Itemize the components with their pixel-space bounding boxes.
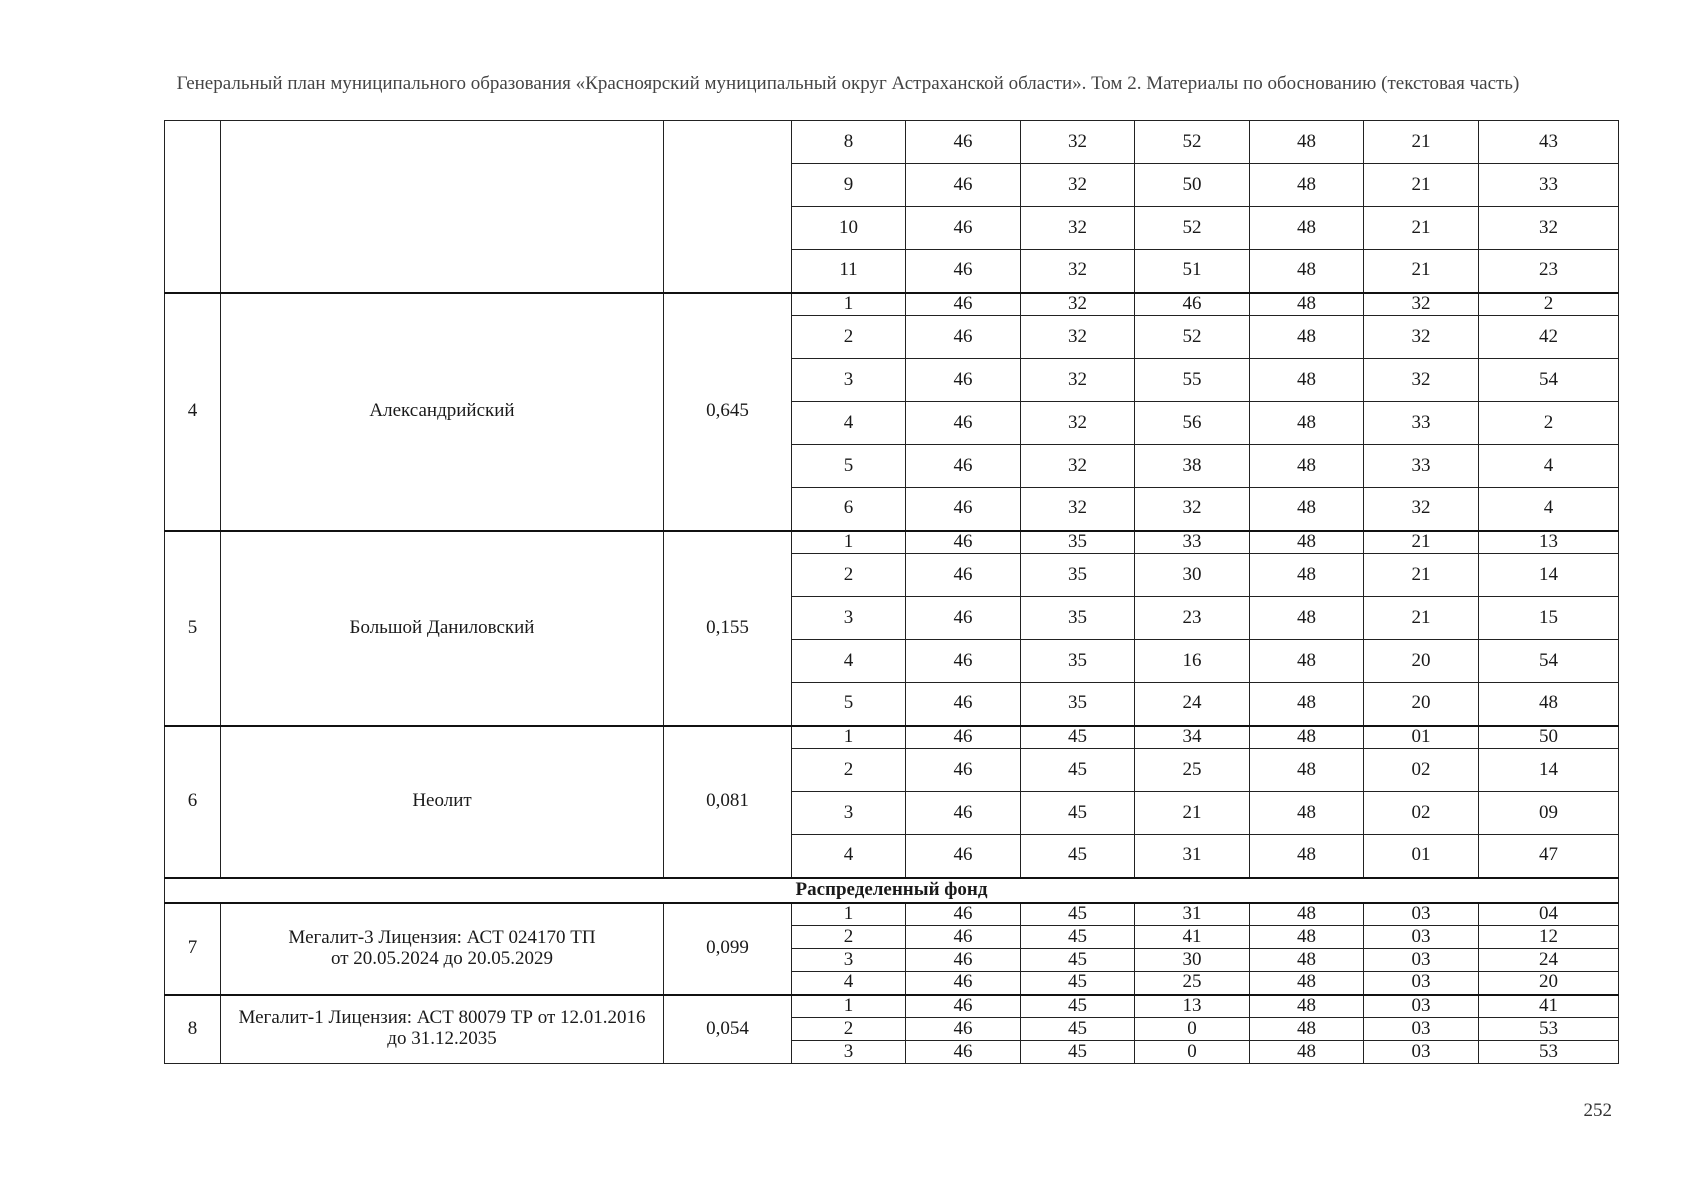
coord-cell: 50 bbox=[1479, 726, 1619, 749]
coord-cell: 48 bbox=[1250, 164, 1364, 207]
coord-cell: 8 bbox=[792, 121, 906, 164]
coord-cell: 21 bbox=[1364, 531, 1479, 554]
coord-cell: 48 bbox=[1250, 835, 1364, 878]
coord-cell: 3 bbox=[792, 597, 906, 640]
coord-cell: 46 bbox=[906, 293, 1021, 316]
table-row bbox=[165, 121, 1619, 164]
site-area: 0,081 bbox=[664, 726, 792, 878]
coord-cell: 03 bbox=[1364, 1018, 1479, 1041]
coord-cell: 46 bbox=[906, 640, 1021, 683]
coord-cell: 02 bbox=[1364, 749, 1479, 792]
coord-cell: 21 bbox=[1364, 597, 1479, 640]
coord-cell: 47 bbox=[1479, 835, 1619, 878]
coord-cell: 3 bbox=[792, 1041, 906, 1064]
coord-cell: 50 bbox=[1135, 164, 1250, 207]
coord-cell: 48 bbox=[1250, 554, 1364, 597]
coord-cell: 48 bbox=[1250, 316, 1364, 359]
coord-cell: 33 bbox=[1135, 531, 1250, 554]
coord-cell: 53 bbox=[1479, 1041, 1619, 1064]
site-name: Неолит bbox=[221, 726, 664, 878]
coord-cell: 23 bbox=[1479, 250, 1619, 293]
site-name bbox=[221, 903, 664, 995]
coord-cell: 35 bbox=[1021, 683, 1135, 726]
coord-cell: 20 bbox=[1479, 972, 1619, 995]
coord-cell: 32 bbox=[1021, 359, 1135, 402]
site-area: 0,099 bbox=[664, 903, 792, 995]
coord-cell: 3 bbox=[792, 792, 906, 835]
coord-cell: 48 bbox=[1250, 121, 1364, 164]
coord-cell: 46 bbox=[906, 683, 1021, 726]
site-name-line2: до 31.12.2035 bbox=[387, 1028, 497, 1050]
coord-cell: 51 bbox=[1135, 250, 1250, 293]
coord-cell: 48 bbox=[1479, 683, 1619, 726]
coord-cell: 4 bbox=[792, 640, 906, 683]
coord-cell: 24 bbox=[1479, 949, 1619, 972]
coord-cell: 2 bbox=[792, 1018, 906, 1041]
coord-cell: 52 bbox=[1135, 316, 1250, 359]
coord-cell: 6 bbox=[792, 488, 906, 531]
coord-cell: 46 bbox=[906, 903, 1021, 926]
coord-cell: 33 bbox=[1364, 402, 1479, 445]
coord-cell: 5 bbox=[792, 683, 906, 726]
coord-cell: 21 bbox=[1364, 250, 1479, 293]
table-row bbox=[165, 903, 1619, 926]
coord-cell: 16 bbox=[1135, 640, 1250, 683]
coord-cell: 45 bbox=[1021, 1041, 1135, 1064]
coord-cell: 45 bbox=[1021, 726, 1135, 749]
coord-cell: 13 bbox=[1135, 995, 1250, 1018]
coord-cell: 20 bbox=[1364, 683, 1479, 726]
coord-cell: 48 bbox=[1250, 359, 1364, 402]
coord-cell: 0 bbox=[1135, 1018, 1250, 1041]
site-area: 0,155 bbox=[664, 531, 792, 726]
coord-cell: 48 bbox=[1250, 972, 1364, 995]
coord-cell: 45 bbox=[1021, 749, 1135, 792]
table-row bbox=[165, 995, 1619, 1018]
coord-cell: 46 bbox=[906, 359, 1021, 402]
page-header: Генеральный план муниципального образования «Красноярский муниципальный округ Астраханской области». Том 2. Материалы по обоснованию (текстовая часть) bbox=[176, 73, 1520, 94]
coord-cell: 03 bbox=[1364, 972, 1479, 995]
coord-cell: 1 bbox=[792, 995, 906, 1018]
coord-cell: 13 bbox=[1479, 531, 1619, 554]
coord-cell: 46 bbox=[906, 250, 1021, 293]
coord-cell: 46 bbox=[906, 597, 1021, 640]
coord-cell: 48 bbox=[1250, 926, 1364, 949]
coord-cell: 48 bbox=[1250, 949, 1364, 972]
coord-cell: 54 bbox=[1479, 359, 1619, 402]
coord-cell: 32 bbox=[1021, 293, 1135, 316]
coord-cell: 46 bbox=[906, 488, 1021, 531]
coord-cell: 2 bbox=[792, 554, 906, 597]
coord-cell: 21 bbox=[1135, 792, 1250, 835]
coord-cell: 48 bbox=[1250, 402, 1364, 445]
coord-cell: 2 bbox=[792, 926, 906, 949]
coord-cell: 03 bbox=[1364, 995, 1479, 1018]
coord-cell: 10 bbox=[792, 207, 906, 250]
coord-cell: 03 bbox=[1364, 1041, 1479, 1064]
coord-cell: 1 bbox=[792, 726, 906, 749]
coord-cell: 48 bbox=[1250, 1018, 1364, 1041]
page-number: 252 bbox=[1583, 1100, 1612, 1121]
coord-cell: 55 bbox=[1135, 359, 1250, 402]
coord-cell: 9 bbox=[792, 164, 906, 207]
coord-cell: 32 bbox=[1021, 250, 1135, 293]
coord-cell: 54 bbox=[1479, 640, 1619, 683]
coord-cell: 4 bbox=[792, 835, 906, 878]
coord-cell: 48 bbox=[1250, 792, 1364, 835]
coord-cell: 46 bbox=[906, 995, 1021, 1018]
coord-cell: 48 bbox=[1250, 1041, 1364, 1064]
coord-cell: 46 bbox=[1135, 293, 1250, 316]
site-name-line1: Мегалит-1 Лицензия: АСТ 80079 ТР от 12.01.2016 bbox=[238, 1007, 646, 1029]
coord-cell: 46 bbox=[906, 1018, 1021, 1041]
coord-cell: 41 bbox=[1479, 995, 1619, 1018]
coord-cell: 32 bbox=[1364, 316, 1479, 359]
num-cell bbox=[165, 121, 221, 293]
section-title: Распределенный фонд bbox=[165, 878, 1619, 903]
coord-cell: 32 bbox=[1479, 207, 1619, 250]
site-name-line2: от 20.05.2024 до 20.05.2029 bbox=[331, 947, 553, 969]
coord-cell: 48 bbox=[1250, 207, 1364, 250]
coord-cell: 48 bbox=[1250, 293, 1364, 316]
coord-cell: 25 bbox=[1135, 972, 1250, 995]
coord-cell: 52 bbox=[1135, 121, 1250, 164]
section-row bbox=[165, 878, 1619, 903]
coord-cell: 48 bbox=[1250, 903, 1364, 926]
coord-cell: 46 bbox=[906, 1041, 1021, 1064]
coord-cell: 56 bbox=[1135, 402, 1250, 445]
name-cell bbox=[221, 121, 664, 293]
coord-cell: 20 bbox=[1364, 640, 1479, 683]
coord-cell: 46 bbox=[906, 164, 1021, 207]
coord-cell: 32 bbox=[1364, 359, 1479, 402]
coord-cell: 32 bbox=[1135, 488, 1250, 531]
coord-cell: 1 bbox=[792, 903, 906, 926]
site-name bbox=[221, 995, 664, 1064]
coord-cell: 45 bbox=[1021, 972, 1135, 995]
coord-cell: 23 bbox=[1135, 597, 1250, 640]
coord-cell: 21 bbox=[1364, 164, 1479, 207]
coord-cell: 43 bbox=[1479, 121, 1619, 164]
coord-cell: 35 bbox=[1021, 640, 1135, 683]
coord-cell: 32 bbox=[1364, 488, 1479, 531]
coord-cell: 45 bbox=[1021, 995, 1135, 1018]
coord-cell: 53 bbox=[1479, 1018, 1619, 1041]
coord-cell: 24 bbox=[1135, 683, 1250, 726]
coord-cell: 15 bbox=[1479, 597, 1619, 640]
table-row bbox=[165, 293, 1619, 316]
coord-cell: 1 bbox=[792, 293, 906, 316]
coord-cell: 03 bbox=[1364, 903, 1479, 926]
coord-cell: 48 bbox=[1250, 250, 1364, 293]
coord-cell: 46 bbox=[906, 949, 1021, 972]
coord-cell: 38 bbox=[1135, 445, 1250, 488]
coord-cell: 48 bbox=[1250, 531, 1364, 554]
coord-cell: 32 bbox=[1021, 402, 1135, 445]
coord-cell: 48 bbox=[1250, 640, 1364, 683]
coord-cell: 4 bbox=[1479, 445, 1619, 488]
coord-cell: 3 bbox=[792, 949, 906, 972]
coord-cell: 32 bbox=[1021, 207, 1135, 250]
coord-cell: 46 bbox=[906, 207, 1021, 250]
coordinates-table bbox=[164, 120, 1619, 1064]
coord-cell: 46 bbox=[906, 972, 1021, 995]
coord-cell: 48 bbox=[1250, 488, 1364, 531]
coord-cell: 35 bbox=[1021, 531, 1135, 554]
coord-cell: 34 bbox=[1135, 726, 1250, 749]
coord-cell: 4 bbox=[792, 972, 906, 995]
coord-cell: 3 bbox=[792, 359, 906, 402]
coord-cell: 02 bbox=[1364, 792, 1479, 835]
coord-cell: 30 bbox=[1135, 949, 1250, 972]
coord-cell: 45 bbox=[1021, 835, 1135, 878]
coord-cell: 46 bbox=[906, 445, 1021, 488]
coord-cell: 48 bbox=[1250, 597, 1364, 640]
coord-cell: 25 bbox=[1135, 749, 1250, 792]
coord-cell: 48 bbox=[1250, 683, 1364, 726]
coord-cell: 45 bbox=[1021, 1018, 1135, 1041]
coord-cell: 32 bbox=[1364, 293, 1479, 316]
coord-cell: 32 bbox=[1021, 121, 1135, 164]
coord-cell: 09 bbox=[1479, 792, 1619, 835]
coord-cell: 1 bbox=[792, 531, 906, 554]
coord-cell: 5 bbox=[792, 445, 906, 488]
coord-cell: 46 bbox=[906, 531, 1021, 554]
coord-cell: 14 bbox=[1479, 749, 1619, 792]
group-number: 8 bbox=[165, 995, 221, 1064]
coord-cell: 45 bbox=[1021, 949, 1135, 972]
coord-cell: 30 bbox=[1135, 554, 1250, 597]
coord-cell: 01 bbox=[1364, 835, 1479, 878]
coord-cell: 45 bbox=[1021, 792, 1135, 835]
coord-cell: 2 bbox=[1479, 402, 1619, 445]
coord-cell: 48 bbox=[1250, 726, 1364, 749]
coord-cell: 32 bbox=[1021, 445, 1135, 488]
table-row bbox=[165, 531, 1619, 554]
group-number: 5 bbox=[165, 531, 221, 726]
coord-cell: 21 bbox=[1364, 207, 1479, 250]
site-name: Большой Даниловский bbox=[221, 531, 664, 726]
coord-cell: 46 bbox=[906, 792, 1021, 835]
coord-cell: 11 bbox=[792, 250, 906, 293]
coord-cell: 45 bbox=[1021, 926, 1135, 949]
coord-cell: 48 bbox=[1250, 749, 1364, 792]
coord-cell: 35 bbox=[1021, 554, 1135, 597]
coord-cell: 4 bbox=[792, 402, 906, 445]
group-number: 4 bbox=[165, 293, 221, 531]
site-name: Александрийский bbox=[221, 293, 664, 531]
coord-cell: 12 bbox=[1479, 926, 1619, 949]
coord-cell: 4 bbox=[1479, 488, 1619, 531]
coord-cell: 45 bbox=[1021, 903, 1135, 926]
coord-cell: 32 bbox=[1021, 316, 1135, 359]
area-cell bbox=[664, 121, 792, 293]
coord-cell: 41 bbox=[1135, 926, 1250, 949]
coord-cell: 42 bbox=[1479, 316, 1619, 359]
coord-cell: 01 bbox=[1364, 726, 1479, 749]
coord-cell: 46 bbox=[906, 835, 1021, 878]
coord-cell: 21 bbox=[1364, 554, 1479, 597]
coord-cell: 32 bbox=[1021, 488, 1135, 531]
coord-cell: 46 bbox=[906, 121, 1021, 164]
coord-cell: 46 bbox=[906, 316, 1021, 359]
coord-cell: 31 bbox=[1135, 835, 1250, 878]
coord-cell: 2 bbox=[1479, 293, 1619, 316]
coord-cell: 32 bbox=[1021, 164, 1135, 207]
coord-cell: 2 bbox=[792, 316, 906, 359]
coord-cell: 48 bbox=[1250, 445, 1364, 488]
coord-cell: 31 bbox=[1135, 903, 1250, 926]
site-area: 0,054 bbox=[664, 995, 792, 1064]
coord-cell: 0 bbox=[1135, 1041, 1250, 1064]
group-number: 7 bbox=[165, 903, 221, 995]
site-area: 0,645 bbox=[664, 293, 792, 531]
coord-cell: 21 bbox=[1364, 121, 1479, 164]
coord-cell: 03 bbox=[1364, 949, 1479, 972]
coord-cell: 46 bbox=[906, 554, 1021, 597]
group-number: 6 bbox=[165, 726, 221, 878]
site-name-line1: Мегалит-3 Лицензия: АСТ 024170 ТП bbox=[288, 926, 596, 948]
coord-cell: 04 bbox=[1479, 903, 1619, 926]
coord-cell: 48 bbox=[1250, 995, 1364, 1018]
coord-cell: 52 bbox=[1135, 207, 1250, 250]
coord-cell: 46 bbox=[906, 402, 1021, 445]
coord-cell: 14 bbox=[1479, 554, 1619, 597]
table-row bbox=[165, 726, 1619, 749]
coord-cell: 35 bbox=[1021, 597, 1135, 640]
coord-cell: 46 bbox=[906, 926, 1021, 949]
coord-cell: 46 bbox=[906, 726, 1021, 749]
coord-cell: 33 bbox=[1364, 445, 1479, 488]
coord-cell: 46 bbox=[906, 749, 1021, 792]
coord-cell: 33 bbox=[1479, 164, 1619, 207]
coord-cell: 03 bbox=[1364, 926, 1479, 949]
coord-cell: 2 bbox=[792, 749, 906, 792]
